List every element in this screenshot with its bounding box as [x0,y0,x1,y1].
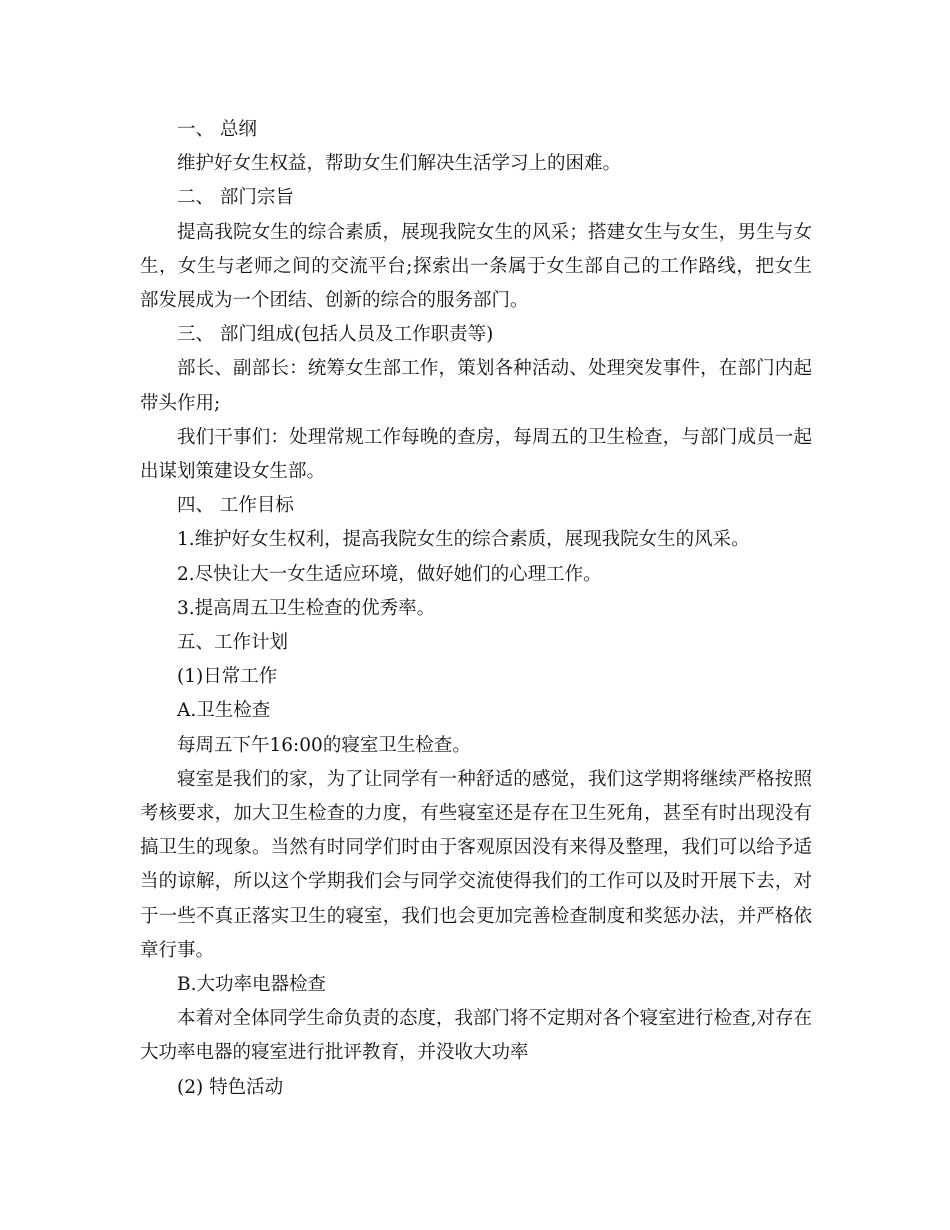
subheading-appliance-check: B.大功率电器检查 [177,974,326,996]
paragraph: 我们干事们：处理常规工作每晚的查房，每周五的卫生检查，与部门成员一起出谋划策建设女生部。 [140,426,812,483]
list-item: 3.提高周五卫生检查的优秀率。 [177,597,436,619]
section-heading-general: 一、 总纲 [177,119,257,140]
paragraph: 寝室是我们的家，为了让同学有一种舒适的感觉，我们这学期将继续严格按照考核要求，加大卫生检查的力度，有些寝室还是存在卫生死角，甚至有时出现没有搞卫生的现象。当然有时同学们时由于客观原因没有来得及整理，我们可以给予适当的谅解，所以这个学期我们会与同学交流使得我们的工作可以及时开展下去，对于一些不真正落实卫生的寝室，我们也会更加完善检查制度和奖惩办法，并严格依章行事。 [140,768,812,961]
subheading-hygiene-check: A.卫生检查 [177,700,271,722]
paragraph: 提高我院女生的综合素质，展现我院女生的风采；搭建女生与女生，男生与女生，女生与老师之间的交流平台;探索出一条属于女生部自己的工作路线，把女生部发展成为一个团结、创新的综合的服务部门。 [140,221,812,312]
paragraph: 本着对全体同学生命负责的态度，我部门将不定期对各个寝室进行检查,对存在大功率电器的寝室进行批评教育，并没收大功率 [140,1008,812,1064]
section-heading-goals: 四、 工作目标 [177,495,294,517]
paragraph: 维护好女生权益，帮助女生们解决生活学习上的困难。 [177,153,622,175]
list-item: 2.尽快让大一女生适应环境，做好她们的心理工作。 [177,563,602,585]
paragraph: 每周五下午16:00的寝室卫生检查。 [177,734,471,756]
subheading-daily-work: (1)日常工作 [177,666,278,688]
subheading-special-activities: (2) 特色活动 [177,1076,284,1098]
paragraph: 部长、副部长：统筹女生部工作，策划各种活动、处理突发事件，在部门内起带头作用; [140,358,812,414]
section-heading-plan: 五、工作计划 [177,632,289,654]
section-heading-purpose: 二、 部门宗旨 [177,187,294,209]
section-heading-composition: 三、 部门组成(包括人员及工作职责等) [177,324,494,346]
list-item: 1.维护好女生权利，提高我院女生的综合素质，展现我院女生的风采。 [177,529,750,551]
document-body [140,113,812,1105]
